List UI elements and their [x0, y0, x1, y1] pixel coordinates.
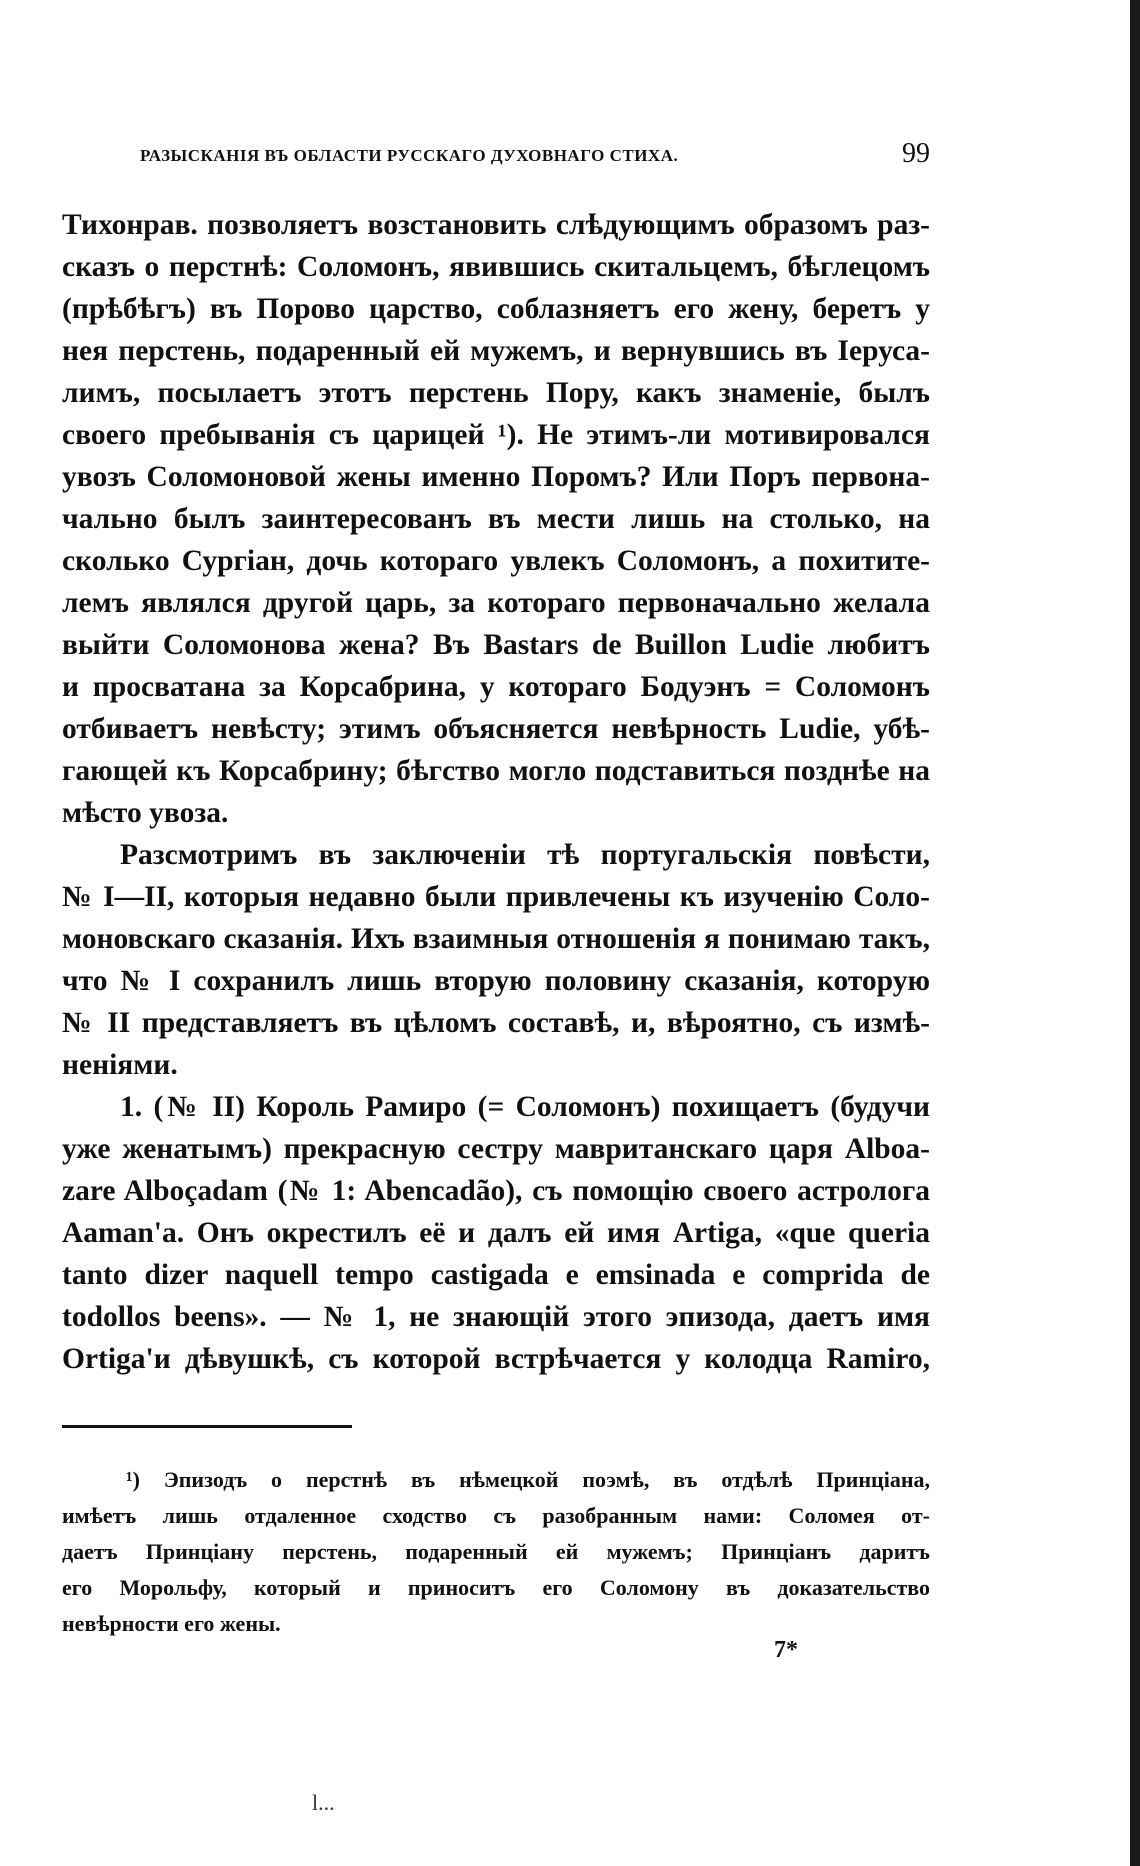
footnote-line: невѣрности его жены.: [62, 1611, 281, 1636]
text-line: лемъ являлся другой царь, за котораго первоначально желала: [62, 587, 930, 619]
text-line: чально былъ заинтересованъ въ мести лишь на столько, на: [62, 503, 930, 535]
text-line: что № I сохранилъ лишь вторую половину сказанія, которую: [62, 965, 930, 997]
text-line: Aaman'a. Онъ окрестилъ её и далъ ей имя Artiga, «que queria: [62, 1217, 930, 1249]
running-head-title: РАЗЫСКАНІЯ ВЪ ОБЛАСТИ РУССКАГО ДУХОВНАГО СТИХА.: [140, 146, 679, 165]
text-line: нея перстень, подаренный ей мужемъ, и вернувшись въ Іеруса-: [62, 335, 930, 367]
text-line: моновскаго сказанія. Ихъ взаимныя отношенія я понимаю такъ,: [62, 923, 930, 955]
text-line: сказъ о перстнѣ: Соломонъ, явившись скитальцемъ, бѣглецомъ: [62, 251, 930, 283]
text-line: № I—II, которыя недавно были привлечены къ изученію Соло-: [62, 881, 930, 913]
text-line: tanto dizer naquell tempo castigada e emsinada e comprida de: [62, 1259, 930, 1291]
text-line: гающей къ Корсабрину; бѣгство могло подставиться позднѣе на: [62, 755, 930, 787]
text-line: уже женатымъ) прекрасную сестру мавританскаго царя Alboa-: [62, 1133, 930, 1165]
text-line: лимъ, посылаетъ этотъ перстень Пору, какъ знаменіе, былъ: [62, 377, 930, 409]
body-text: [62, 204, 930, 1380]
text-line: todollos beens». — № 1, не знающій этого эпизода, даетъ имя: [62, 1301, 930, 1333]
text-line: своего пребыванія съ царицей ¹). Не этимъ-ли мотивировался: [62, 419, 930, 451]
page-edge-shadow: [1130, 0, 1140, 1866]
text-line: выйти Соломонова жена? Въ Bastars de Buillon Ludie любитъ: [62, 629, 930, 661]
text-line: (прѣбѣгъ) въ Порово царство, соблазняетъ его жену, беретъ у: [62, 293, 930, 325]
text-line: и просватана за Корсабрина, у котораго Бодуэнъ = Соломонъ: [62, 671, 930, 703]
page-number: 99: [902, 138, 930, 169]
text-line: Разсмотримъ въ заключеніи тѣ португальскія повѣсти,: [120, 839, 930, 871]
running-head: [62, 138, 930, 178]
footnote-rule: [62, 1425, 352, 1428]
text-line: № II представляетъ въ цѣломъ составѣ, и, вѣроятно, съ измѣ-: [62, 1007, 930, 1039]
text-line: отбиваетъ невѣсту; этимъ объясняется невѣрность Ludie, убѣ-: [62, 713, 930, 745]
bottom-stray-mark: l...: [312, 1790, 335, 1815]
text-line: Тихонрав. позволяетъ возстановить слѣдующимъ образомъ раз-: [62, 209, 930, 241]
text-line: 1. (№ II) Король Рамиро (= Соломонъ) похищаетъ (будучи: [120, 1091, 930, 1123]
text-line: zare Alboçadam (№ 1: Abencadão), съ помощію своего астролога: [62, 1175, 930, 1207]
text-line: неніями.: [62, 1049, 178, 1081]
footnote: [62, 1462, 930, 1642]
signature-mark: 7*: [774, 1637, 798, 1663]
text-line: Ortiga'и дѣвушкѣ, съ которой встрѣчается у колодца Ramiro,: [62, 1343, 930, 1375]
text-line: увозъ Соломоновой жены именно Поромъ? Или Поръ первона-: [62, 461, 930, 493]
text-line: сколько Сургіан, дочь котораго увлекъ Соломонъ, а похитите-: [62, 545, 930, 577]
footnote-line: имѣетъ лишь отдаленное сходство съ разобранным нами: Соломея от-: [62, 1503, 930, 1528]
footnote-line: даетъ Принціану перстень, подаренный ей мужемъ; Принціанъ даритъ: [62, 1539, 930, 1564]
text-line: мѣсто увоза.: [62, 797, 229, 829]
footnote-line: ¹) Эпизодъ о перстнѣ въ нѣмецкой поэмѣ, въ отдѣлѣ Принціана,: [126, 1467, 930, 1492]
footnote-line: его Морольфу, который и приноситъ его Соломону въ доказательство: [62, 1575, 930, 1600]
